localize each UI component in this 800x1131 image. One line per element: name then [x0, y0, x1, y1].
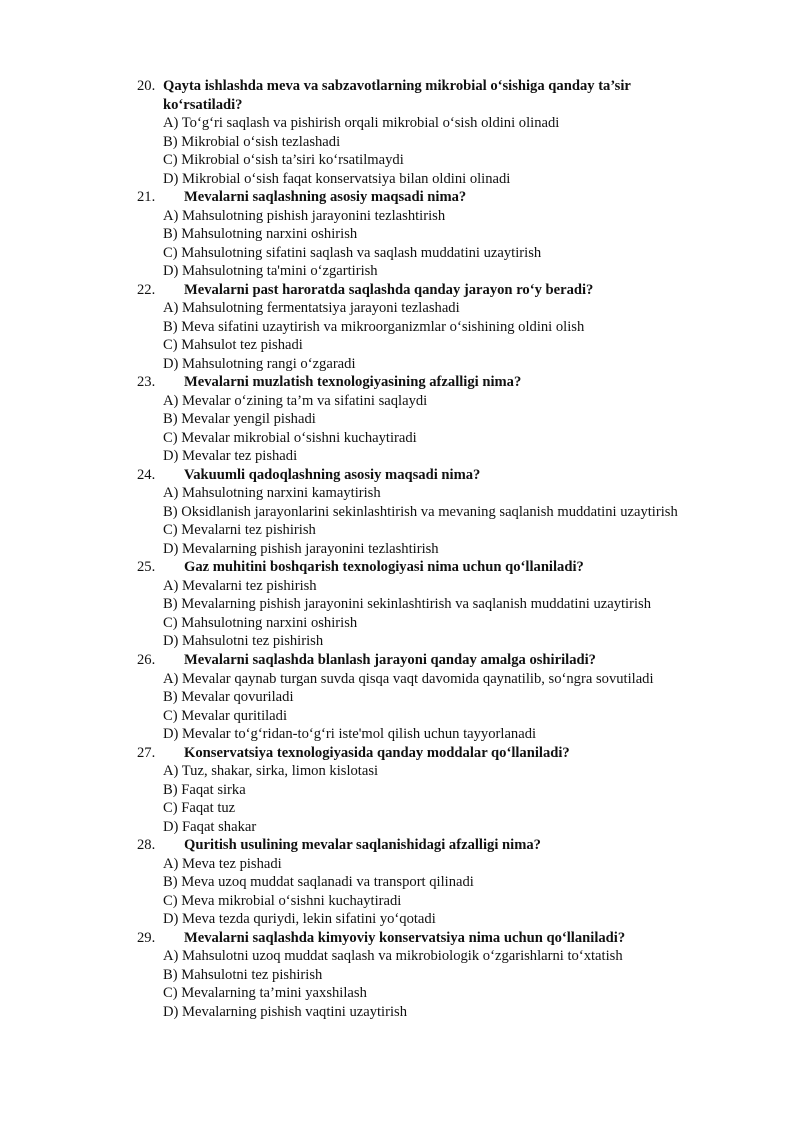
- option-d: D) Mevalar tez pishadi: [163, 448, 298, 464]
- option-b: B) Meva sifatini uzaytirish va mikroorganizmlar o‘sishining oldini olish: [163, 319, 585, 335]
- option-c: C) Faqat tuz: [163, 800, 236, 816]
- option-c: C) Mevalar mikrobial o‘sishni kuchaytiradi: [163, 430, 417, 446]
- option-b: B) Mevalar yengil pishadi: [163, 411, 316, 427]
- option-c: C) Mahsulotning sifatini saqlash va saqlash muddatini uzaytirish: [163, 245, 542, 261]
- question-number: 25.: [137, 559, 156, 575]
- option-a: A) Mahsulotning narxini kamaytirish: [163, 485, 381, 501]
- option-a: A) Tuz, shakar, sirka, limon kislotasi: [163, 763, 379, 779]
- option-b: B) Oksidlanish jarayonlarini sekinlashtirish va mevaning saqlanish muddatini uzaytirish: [163, 504, 678, 520]
- option-d: D) Faqat shakar: [163, 819, 257, 835]
- question-text: Mevalarni saqlashda kimyoviy konservatsiya nima uchun qo‘llaniladi?: [184, 930, 626, 946]
- option-b: B) Mikrobial o‘sish tezlashadi: [163, 134, 341, 150]
- option-a: A) Mevalar o‘zining ta’m va sifatini saqlaydi: [163, 393, 428, 409]
- option-d: D) Mevalarning pishish jarayonini tezlashtirish: [163, 541, 439, 557]
- question-number: 28.: [137, 837, 156, 853]
- option-a: A) Mahsulotning fermentatsiya jarayoni tezlashadi: [163, 300, 460, 316]
- question-29: [137, 929, 737, 948]
- option-d: D) Mahsulotni tez pishirish: [163, 633, 324, 649]
- question-text: Mevalarni past haroratda saqlashda qanday jarayon ro‘y beradi?: [184, 282, 594, 298]
- question-26: [137, 651, 737, 670]
- question-text: Gaz muhitini boshqarish texnologiyasi nima uchun qo‘llaniladi?: [184, 559, 584, 575]
- option-b: B) Mevalarning pishish jarayonini sekinlashtirish va saqlanish muddatini uzaytirish: [163, 596, 651, 612]
- question-27: [137, 744, 737, 763]
- question-number: 27.: [137, 745, 156, 761]
- option-c: C) Mevalarning ta’mini yaxshilash: [163, 985, 367, 1001]
- question-text: Vakuumli qadoqlashning asosiy maqsadi nima?: [184, 467, 481, 483]
- option-c: C) Mahsulotning narxini oshirish: [163, 615, 358, 631]
- question-22: [137, 281, 737, 300]
- option-d: D) Meva tezda quriydi, lekin sifatini yo‘qotadi: [163, 911, 436, 927]
- question-text-continued: ko‘rsatiladi?: [163, 96, 243, 113]
- question-number: 26.: [137, 652, 156, 668]
- option-b: B) Mahsulotni tez pishirish: [163, 967, 323, 983]
- question-number: 20.: [137, 78, 156, 94]
- option-a: A) Mahsulotning pishish jarayonini tezlashtirish: [163, 208, 446, 224]
- option-a: A) Meva tez pishadi: [163, 856, 282, 872]
- question-text: Mevalarni muzlatish texnologiyasining afzalligi nima?: [184, 374, 522, 390]
- question-number: 21.: [137, 189, 156, 205]
- option-c: C) Mevalarni tez pishirish: [163, 522, 316, 538]
- question-28: [137, 836, 737, 855]
- option-b: B) Faqat sirka: [163, 782, 246, 798]
- question-20: [137, 77, 737, 114]
- question-number: 24.: [137, 467, 156, 483]
- option-c: C) Mevalar quritiladi: [163, 708, 288, 724]
- option-a: A) Mevalar qaynab turgan suvda qisqa vaqt davomida qaynatilib, so‘ngra sovutiladi: [163, 671, 654, 687]
- question-25: [137, 558, 737, 577]
- question-text: Konservatsiya texnologiyasida qanday moddalar qo‘llaniladi?: [184, 745, 570, 761]
- option-a: A) Mahsulotni uzoq muddat saqlash va mikrobiologik o‘zgarishlarni to‘xtatish: [163, 948, 623, 964]
- option-c: C) Meva mikrobial o‘sishni kuchaytiradi: [163, 893, 402, 909]
- option-b: B) Mevalar qovuriladi: [163, 689, 294, 705]
- option-d: D) Mahsulotning ta'mini o‘zgartirish: [163, 263, 378, 279]
- question-23: [137, 373, 737, 392]
- option-b: B) Meva uzoq muddat saqlanadi va transport qilinadi: [163, 874, 474, 890]
- question-text: Qayta ishlashda meva va sabzavotlarning mikrobial o‘sishiga qanday ta’sir: [163, 78, 631, 94]
- option-c: C) Mahsulot tez pishadi: [163, 337, 303, 353]
- option-a: A) Mevalarni tez pishirish: [163, 578, 317, 594]
- question-number: 22.: [137, 282, 156, 298]
- question-21: [137, 188, 737, 207]
- option-d: D) Mahsulotning rangi o‘zgaradi: [163, 356, 356, 372]
- option-d: D) Mevalar to‘g‘ridan-to‘g‘ri iste'mol qilish uchun tayyorlanadi: [163, 726, 537, 742]
- option-b: B) Mahsulotning narxini oshirish: [163, 226, 358, 242]
- question-24: [137, 466, 737, 485]
- option-c: C) Mikrobial o‘sish ta’siri ko‘rsatilmaydi: [163, 152, 404, 168]
- question-text: Quritish usulining mevalar saqlanishidagi afzalligi nima?: [184, 837, 541, 853]
- question-number: 29.: [137, 930, 156, 946]
- option-a: A) To‘g‘ri saqlash va pishirish orqali mikrobial o‘sish oldini olinadi: [163, 115, 560, 131]
- option-d: D) Mikrobial o‘sish faqat konservatsiya bilan oldini olinadi: [163, 171, 511, 187]
- question-text: Mevalarni saqlashning asosiy maqsadi nima?: [184, 189, 467, 205]
- option-d: D) Mevalarning pishish vaqtini uzaytirish: [163, 1004, 407, 1020]
- question-text: Mevalarni saqlashda blanlash jarayoni qanday amalga oshiriladi?: [184, 652, 596, 668]
- question-number: 23.: [137, 374, 156, 390]
